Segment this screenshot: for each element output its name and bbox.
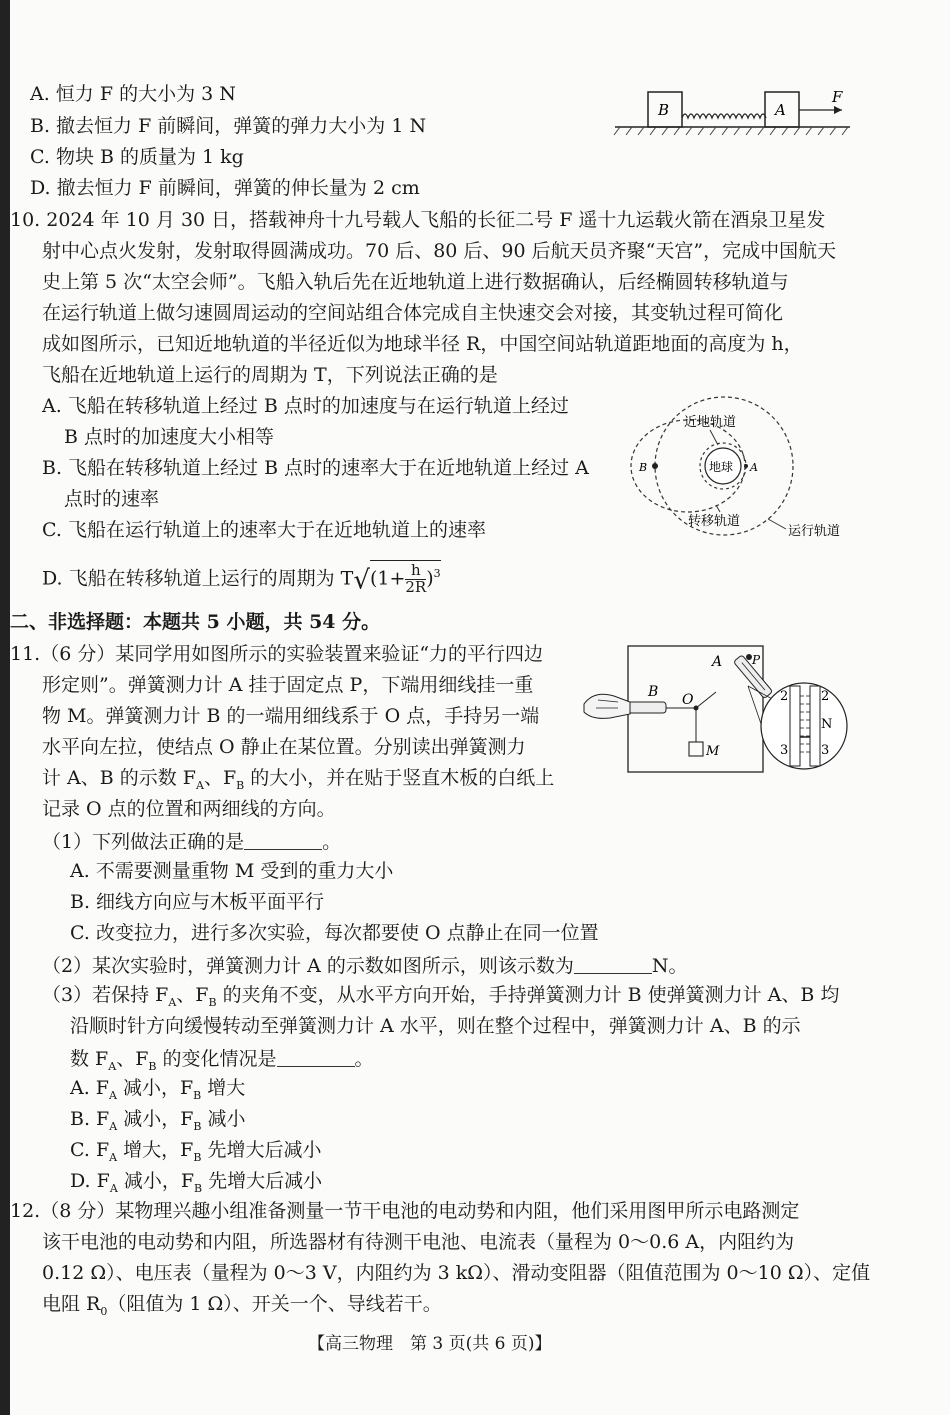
point-a-label: A — [750, 461, 758, 474]
q10-option-d: D. 飞船在转移轨道上运行的周期为 T√(1+ $\frac{h}{2R}$ )$^3$ — [42, 561, 441, 596]
q10-stem-line-4: 在运行轨道上做匀速圆周运动的空间站组合体完成自主快速交会对接，其变轨过程可简化 — [42, 302, 784, 324]
scale-top-left: 2 — [780, 689, 789, 704]
q10-stem-line-6: 飞船在近地轨道上运行的周期为 T，下列说法正确的是 — [42, 364, 498, 386]
q9-option-d: D. 撤去恒力 F 前瞬间，弹簧的伸长量为 2 cm — [30, 177, 420, 199]
q12-line-1: 12.（8 分）某物理兴趣小组准备测量一节干电池的电动势和内阻，他们采用图甲所示电路测定 — [10, 1200, 800, 1222]
q11-part-3-option-b: B. $F_A$ 减小，$F_B$ 减小 — [70, 1108, 246, 1133]
q11-stem-line-3: 物 M。弹簧测力计 B 的一端用细线系于 O 点，手持另一端 — [42, 705, 540, 727]
answer-blank-1[interactable] — [244, 830, 322, 850]
point-o-label: O — [682, 692, 694, 708]
point-b-label: B — [639, 461, 648, 474]
q11-stem-line-5: 计 A、B 的示数 $F_A$、$F_B$ 的大小，并在贴于竖直木板的白纸上 — [42, 767, 555, 792]
q12-line-4: 电阻 $R_0$（阻值为 1 Ω）、开关一个、导线若干。 — [42, 1293, 442, 1318]
hand-icon — [584, 694, 630, 718]
block-b-label: B — [658, 101, 670, 119]
q10-option-b-line-2: 点时的速率 — [64, 488, 160, 510]
q10-stem-line-3: 史上第 5 次“太空会师”。飞船入轨后先在近地轨道上进行数据确认，后经椭圆转移轨道与 — [42, 271, 789, 293]
q11-experiment-figure — [578, 642, 850, 787]
scale-top-right: 2 — [821, 689, 830, 704]
run-orbit-label: 运行轨道 — [788, 524, 841, 539]
q11-part-1-option-a: A. 不需要测量重物 M 受到的重力大小 — [70, 860, 394, 882]
q10-orbit-figure — [628, 395, 853, 545]
scale-bottom-right: 3 — [821, 743, 830, 758]
q9-option-c: C. 物块 B 的质量为 1 kg — [30, 146, 244, 168]
q12-line-2: 该干电池的电动势和内阻，所选器材有待测干电池、电流表（量程为 0～0.6 A，内阻约为 — [42, 1231, 795, 1253]
q10-stem-line-5: 成如图所示，已知近地轨道的半径近似为地球半径 R，中国空间站轨道距地面的高度为 h， — [42, 333, 803, 355]
q11-part-3-option-d: D. $F_A$ 减小，$F_B$ 先增大后减小 — [70, 1170, 323, 1195]
q10-option-a-line-2: B 点时的加速度大小相等 — [64, 426, 275, 448]
force-label: F — [832, 88, 843, 106]
q11-part-1: （1）下列做法正确的是 。 — [42, 831, 342, 853]
q10-stem-line-1: 10. 2024 年 10 月 30 日，搭载神舟十九号载人飞船的长征二号 F 遥十九运载火箭在酒泉卫星发 — [10, 209, 826, 231]
block-a-label: A — [775, 101, 786, 119]
q11-part-1-option-c: C. 改变拉力，进行多次实验，每次都要使 O 点静止在同一位置 — [70, 922, 599, 944]
q10-option-a-line-1: A. 飞船在转移轨道上经过 B 点时的加速度与在运行轨道上经过 — [42, 395, 569, 417]
spring — [682, 114, 766, 118]
meter-b-label: B — [648, 684, 659, 700]
q10-stem-line-2: 射中心点火发射，发射取得圆满成功。70 后、80 后、90 后航天员齐聚“天宫”，完成中国航天 — [42, 240, 837, 262]
q9-option-b: B. 撤去恒力 F 前瞬间，弹簧的弹力大小为 1 N — [30, 115, 427, 137]
q11-part-3-line-1: （3）若保持 $F_A$、$F_B$ 的夹角不变，从水平方向开始，手持弹簧测力计 B 使弹簧测力计 A、B 均 — [42, 984, 840, 1009]
q11-part-3-line-3: 数 $F_A$、$F_B$ 的变化情况是 。 — [70, 1048, 374, 1073]
page-footer: 【高三物理 第 3 页(共 6 页)】 — [308, 1334, 552, 1354]
transfer-orbit-label: 转移轨道 — [688, 514, 741, 529]
meter-b — [628, 702, 666, 713]
answer-blank-2[interactable] — [574, 954, 652, 974]
q11-part-3-line-2: 沿顺时针方向缓慢转动至弹簧测力计 A 水平，则在整个过程中，弹簧测力计 A、B 的示 — [70, 1015, 801, 1037]
point-p-label: P — [752, 653, 761, 667]
weight-m — [689, 742, 703, 756]
earth-label: 地球 — [709, 460, 734, 474]
near-orbit-label: 近地轨道 — [684, 415, 737, 430]
q10-option-c: C. 飞船在运行轨道上的速率大于在近地轨道上的速率 — [42, 519, 486, 541]
q11-stem-line-6: 记录 O 点的位置和两细线的方向。 — [42, 798, 336, 820]
scale-unit: N — [821, 717, 833, 732]
q11-part-1-option-b: B. 细线方向应与木板平面平行 — [70, 891, 325, 913]
q9-option-a: A. 恒力 F 的大小为 3 N — [30, 83, 236, 105]
answer-blank-3[interactable] — [277, 1047, 355, 1067]
section-heading: 二、非选择题：本题共 5 小题，共 54 分。 — [10, 611, 381, 633]
q11-part-2: （2）某次实验时，弹簧测力计 A 的示数如图所示，则该示数为 N。 — [42, 955, 688, 977]
q11-stem-line-1: 11.（6 分）某同学用如图所示的实验装置来验证“力的平行四边 — [10, 643, 544, 665]
weight-m-label: M — [706, 744, 720, 759]
q12-line-3: 0.12 Ω）、电压表（量程为 0～3 V，内阻约为 3 kΩ）、滑动变阻器（阻值范围为 0～10 Ω）、定值 — [42, 1262, 871, 1284]
meter-a-label: A — [712, 654, 723, 670]
q9-spring-figure — [610, 82, 860, 142]
q11-part-3-option-a: A. $F_A$ 减小，$F_B$ 增大 — [70, 1077, 246, 1102]
q11-part-3-option-c: C. $F_A$ 增大，$F_B$ 先增大后减小 — [70, 1139, 322, 1164]
scan-edge — [0, 0, 10, 1415]
scale-bottom-left: 3 — [780, 743, 789, 758]
q11-stem-line-2: 形定则”。弹簧测力计 A 挂于固定点 P，下端用细线挂一重 — [42, 674, 534, 696]
q10-option-b-line-1: B. 飞船在转移轨道上经过 B 点时的速率大于在近地轨道上经过 A — [42, 457, 589, 479]
q11-stem-line-4: 水平向左拉，使结点 O 静止在某位置。分别读出弹簧测力 — [42, 736, 526, 758]
